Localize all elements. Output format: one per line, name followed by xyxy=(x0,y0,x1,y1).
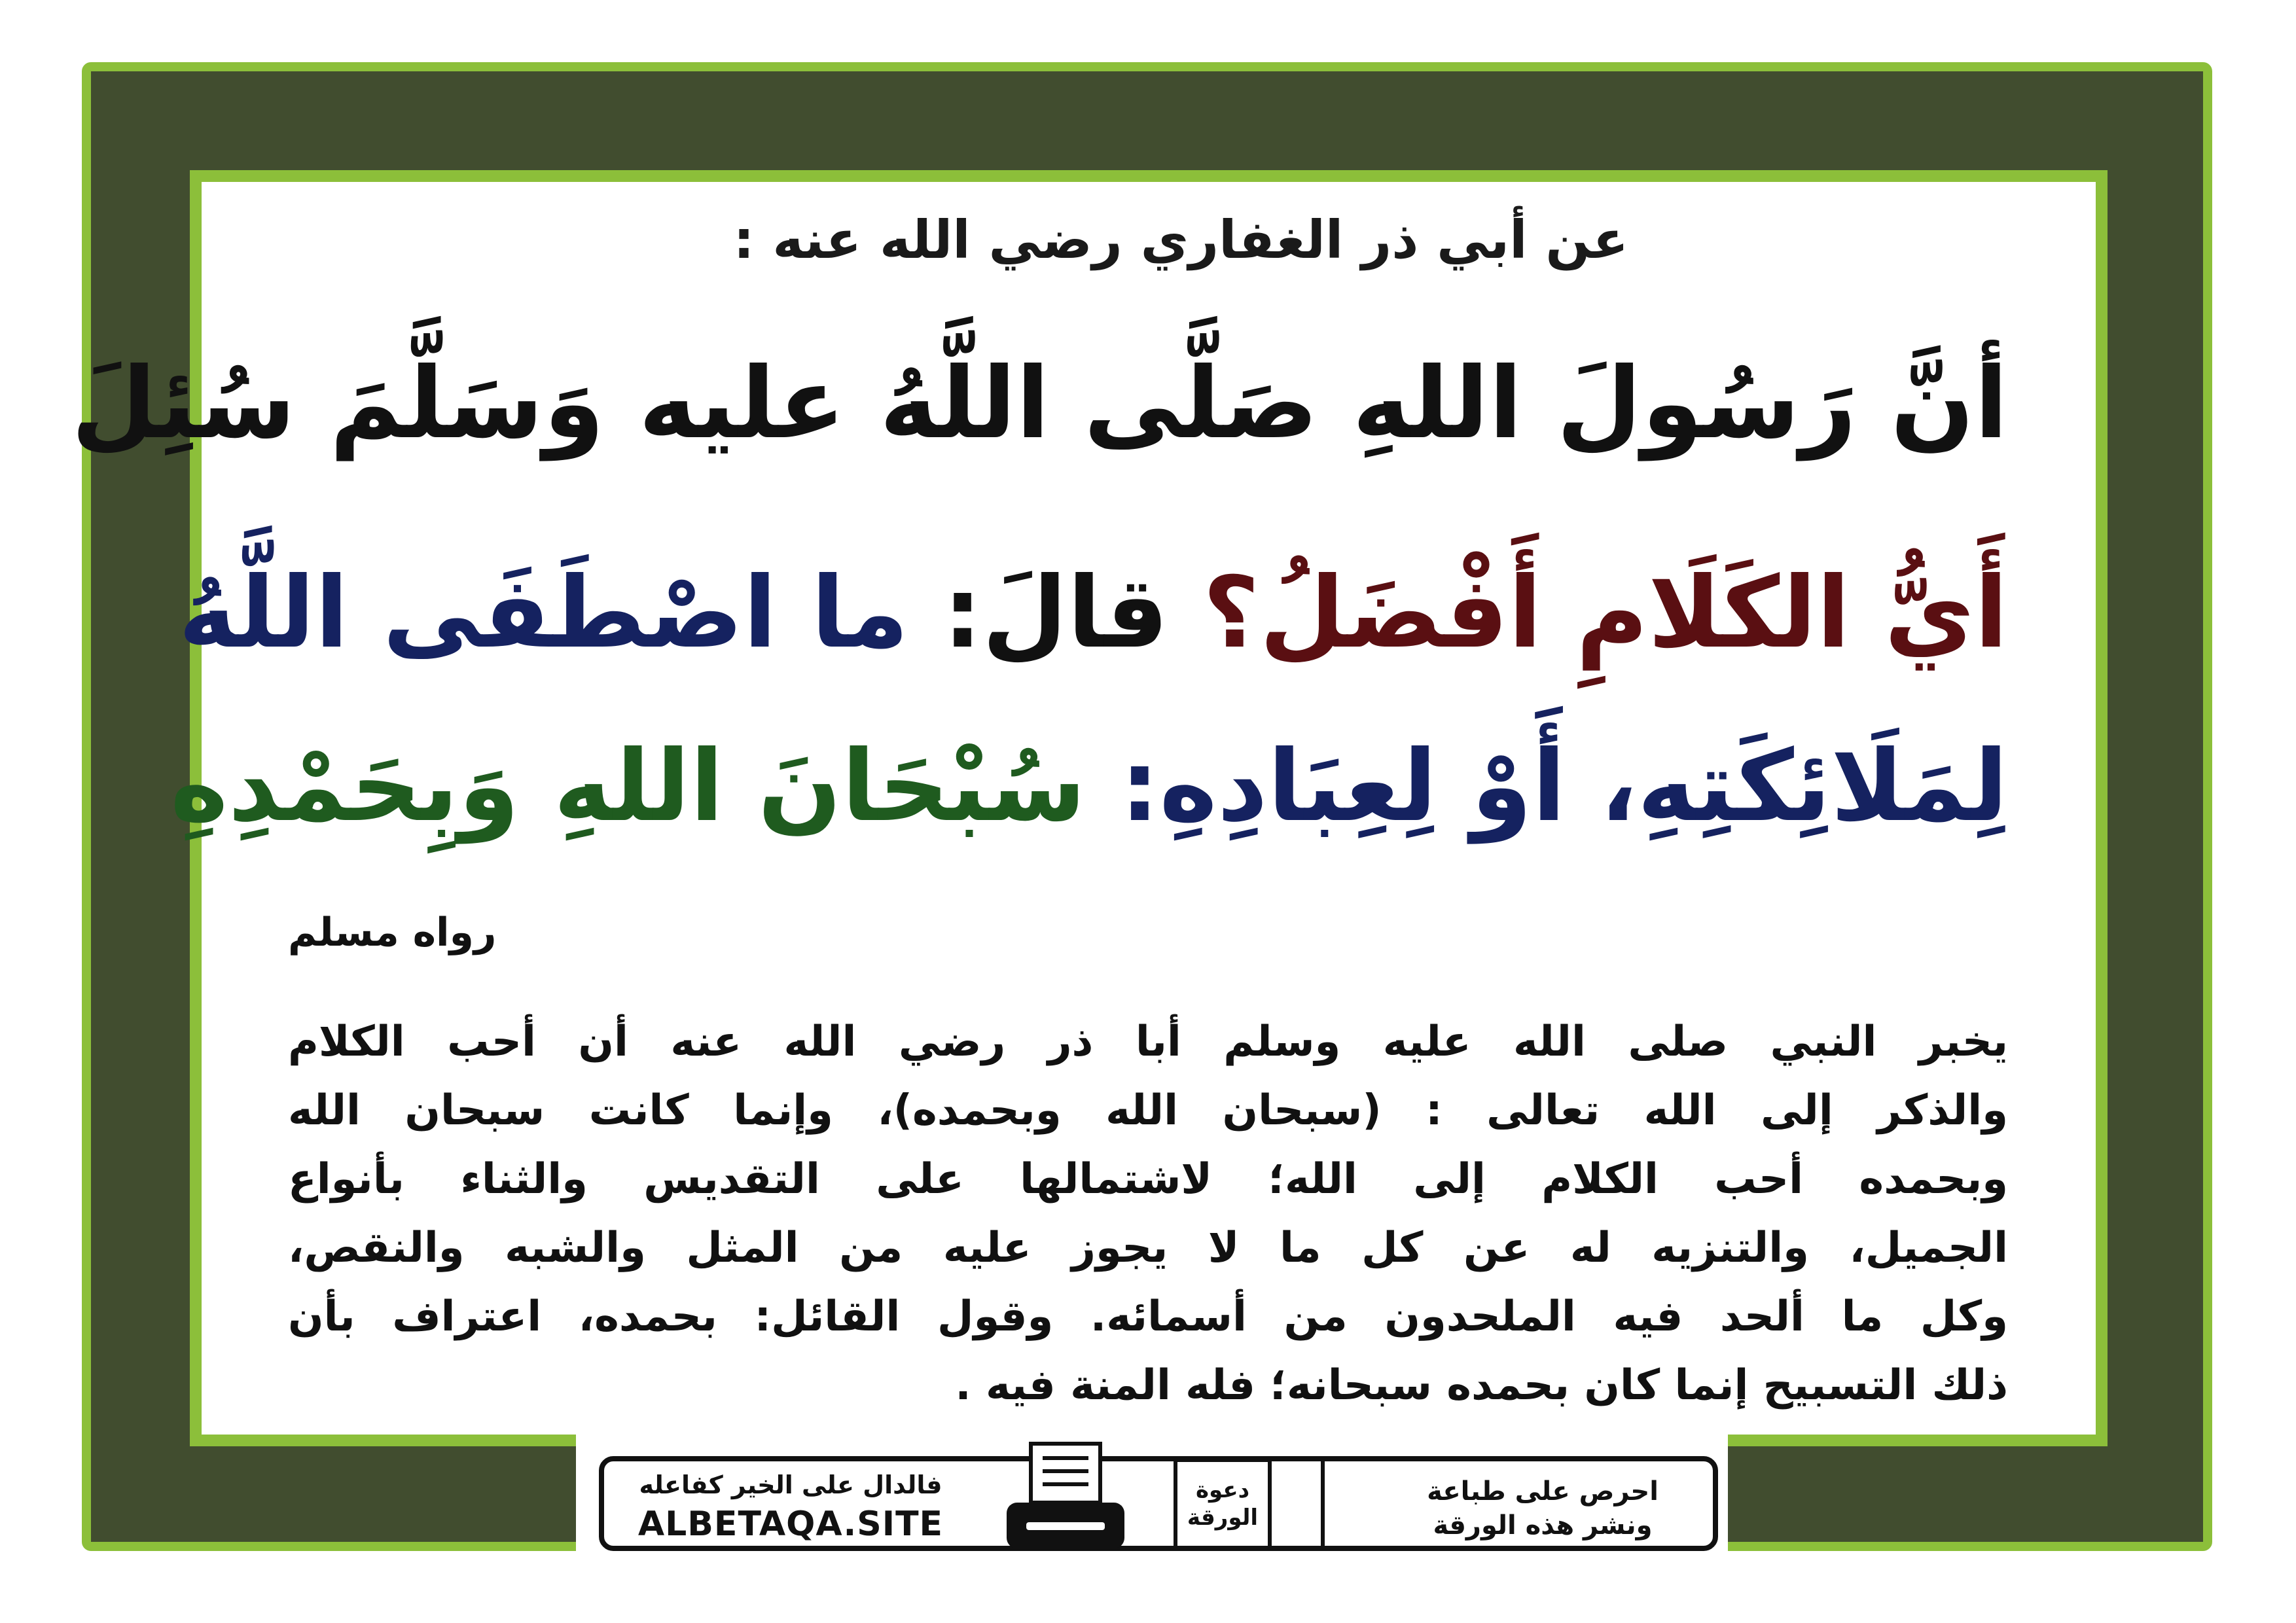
logo-text: دعوة الورقة xyxy=(1187,1477,1259,1531)
printer-icon xyxy=(1003,1438,1128,1560)
footer-proverb: فالدال على الخير كفاعله xyxy=(639,1471,942,1499)
explanation-paragraph xyxy=(288,1008,2008,1420)
print-note-line1: احرص على طباعة xyxy=(1427,1476,1659,1507)
hadith-dhikr: سُبْحَانَ اللهِ وَبِحَمْدِهِ xyxy=(170,730,1086,844)
explanation-line: وكل ما ألحد فيه الملحدون من أسمائه. وقول القائل: بحمده، اعتراف بأن xyxy=(288,1293,2008,1341)
explanation-line: يخبر النبي صلى الله عليه وسلم أبا ذر رضي الله عنه أن أحب الكلام xyxy=(288,1018,2008,1066)
hadith-line-2 xyxy=(178,556,2008,670)
hadith-said: قالَ: xyxy=(942,556,1169,670)
footer-divider xyxy=(1321,1461,1325,1546)
footer-site-link[interactable]: ALBETAQA.SITE xyxy=(637,1505,944,1544)
narrator-line: عن أبي ذر الغفاري رضي الله عنه : xyxy=(733,209,1628,270)
print-note-line2: ونشر هذه الورقة xyxy=(1433,1510,1653,1541)
logo xyxy=(1174,1458,1272,1550)
hadith-angels-servants: لِمَلَائِكَتِهِ، أَوْ لِعِبَادِهِ: xyxy=(1120,730,2008,844)
explanation-line: الجميل، والتنزيه له عن كل ما لا يجوز عليه من المثل والشبه والنقص، xyxy=(288,1224,2008,1272)
explanation-line: ذلك التسبيح إنما كان بحمده سبحانه؛ فله المنة فيه . xyxy=(955,1361,2008,1410)
explanation-line: والذكر إلى الله تعالى : (سبحان الله وبحمده)، وإنما كانت سبحان الله xyxy=(288,1086,2008,1135)
hadith-line-3 xyxy=(170,730,2008,844)
footer-print-note xyxy=(1392,1474,1693,1543)
hadith-question: أَيُّ الكَلَامِ أَفْضَلُ؟ xyxy=(1202,556,2008,670)
hadith-source: رواه مسلم xyxy=(288,910,497,955)
hadith-answer: ما اصْطَفَى اللَّهُ xyxy=(178,556,909,670)
footer-site-block xyxy=(617,1471,964,1549)
hadith-line-1: أنَّ رَسُولَ اللهِ صَلَّى اللَّهُ عليه وَسَلَّمَ سُئِلَ xyxy=(71,347,2008,461)
footer-banner xyxy=(599,1456,1718,1551)
explanation-line: وبحمده أحب الكلام إلى الله؛ لاشتمالها على التقديس والثناء بأنواع xyxy=(288,1155,2008,1204)
